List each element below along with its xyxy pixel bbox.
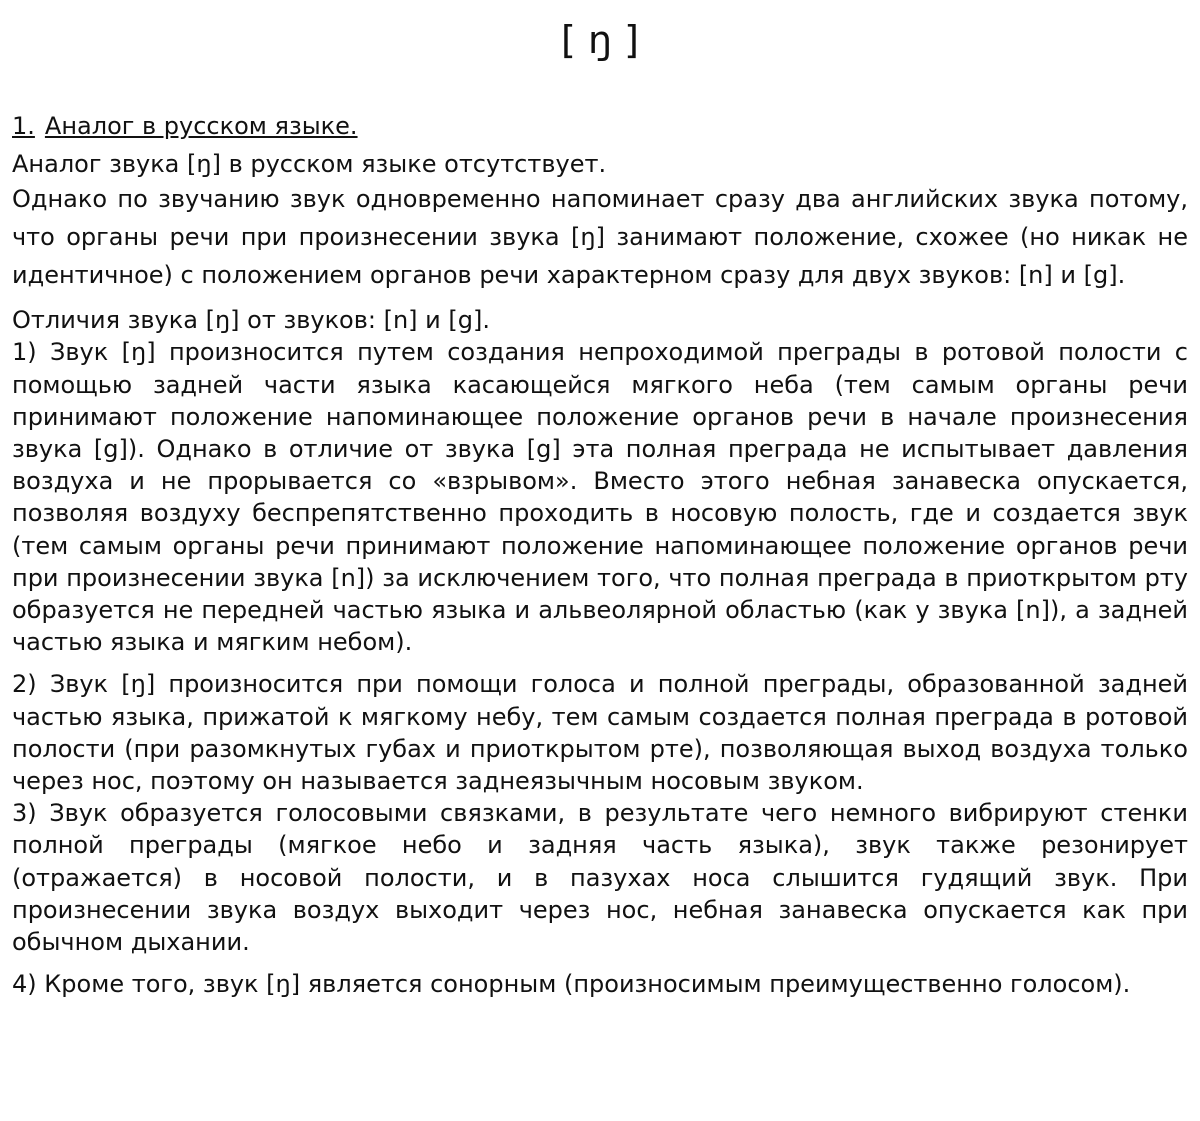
section-number: 1. <box>12 112 35 140</box>
paragraph-no-analog: Аналог звука [ŋ] в русском языке отсутствует. <box>12 150 607 178</box>
paragraph-similarity: Однако по звучанию звук одновременно напоминает сразу два английских звука потому, что органы речи при произнесении звука [ŋ] занимают положение, схожее (но никак не идентичное) с положением органов речи характерном сразу для двух звуков: [n] и [g]. <box>12 185 1188 290</box>
section-heading <box>12 110 1188 142</box>
paragraph-differences-intro: Отличия звука [ŋ] от звуков: [n] и [g]. <box>12 306 490 335</box>
paragraph-point-4: 4) Кроме того, звук [ŋ] является сонорным (произносимым преимущественно голосом). <box>12 970 1131 999</box>
paragraph-point-3: 3) Звук образуется голосовыми связками, в результате чего немного вибрируют стенки полной преграды (мягкое небо и задняя часть языка), звук также резонирует (отражается) в носовой полости, и в пазухах носа слышится гудящий звук. При произнесении звука воздух выходит через нос, небная занавеска опускается как при обычном дыхании. <box>12 799 1188 957</box>
paragraph-point-2: 2) Звук [ŋ] произносится при помощи голоса и полной преграды, образованной задней частью языка, прижатой к мягкому небу, тем самым создается полная преграда в ротовой полости (при разомкнутых губах и приоткрытом рте), позволяющая выход воздуха только через нос, поэтому он называется заднеязычным носовым звуком. <box>12 670 1188 796</box>
document-page <box>12 14 1188 1000</box>
section-heading-text: Аналог в русском языке. <box>44 112 358 140</box>
page-title: [ ŋ ] <box>561 18 639 62</box>
paragraph-point-1: 1) Звук [ŋ] произносится путем создания непроходимой преграды в ротовой полости с помощью задней части языка касающейся мягкого неба (тем самым органы речи принимают положение напоминающее положение органов речи в начале произнесения звука [g]). Однако в отличие от звука [g] эта полная преграда не испытывает давления воздуха и не прорывается со «взрывом». Вместо этого небная занавеска опускается, позволяя воздуху беспрепятственно проходить в носовую полость, где и создается звук (тем самым органы речи принимают положение напоминающее положение органов речи при произнесении звука [n]) за исключением того, что полная преграда в приоткрытом рту образуется не передней частью языка и альвеолярной областью (как у звука [n]), а задней частью языка и мягким небом). <box>12 338 1188 657</box>
